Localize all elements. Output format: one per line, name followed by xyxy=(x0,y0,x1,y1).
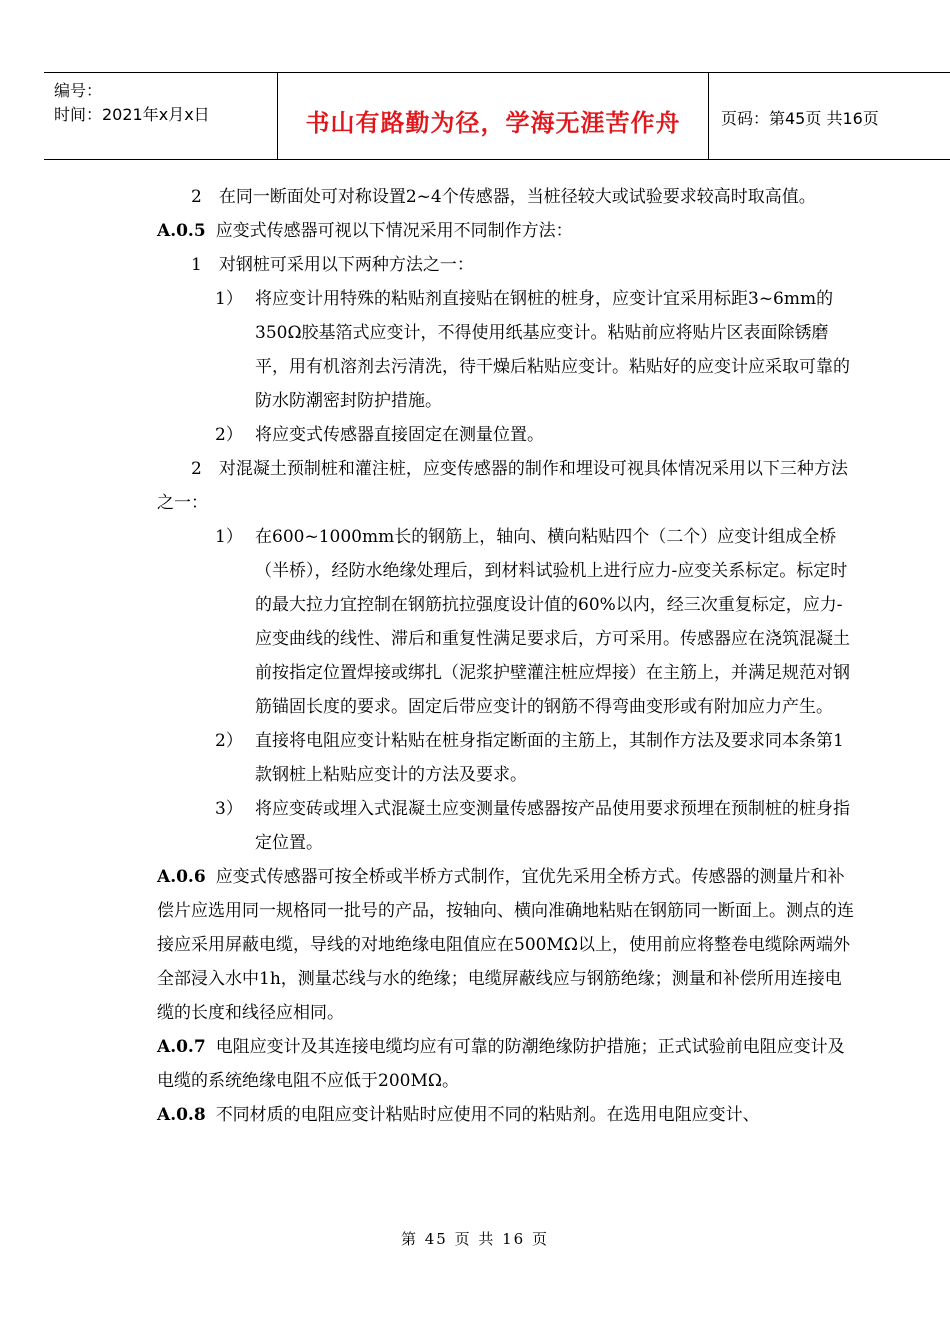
list-number: 1） xyxy=(215,527,243,547)
clause-a06 xyxy=(157,860,857,1030)
header-table xyxy=(44,72,950,160)
list-item xyxy=(157,792,857,860)
document-body xyxy=(157,180,857,1132)
list-item xyxy=(157,520,857,724)
list-text: 将应变砖或埋入式混凝土应变测量传感器按产品使用要求预埋在预制桩的桩身指定位置。 xyxy=(255,799,850,853)
clause-number: A.0.7 xyxy=(157,1037,206,1057)
clause-text: 电阻应变计及其连接电缆均应有可靠的防潮绝缘防护措施；正式试验前电阻应变计及电缆的系统绝缘电阻不应低于200MΩ。 xyxy=(157,1037,845,1091)
paragraph-concrete-pile: 2 对混凝土预制桩和灌注桩，应变传感器的制作和埋设可视具体情况采用以下三种方法之一： xyxy=(157,459,848,513)
header-motto-cell xyxy=(278,73,709,159)
clause-a08 xyxy=(157,1098,857,1132)
clause-number: A.0.5 xyxy=(157,221,206,241)
list-text: 将应变计用特殊的粘贴剂直接贴在钢桩的桩身，应变计宜采用标距3~6mm的350Ω胶基箔式应变计，不得使用纸基应变计。粘贴前应将贴片区表面除锈磨平，用有机溶剂去污清洗，待干燥后粘贴应变计。粘贴好的应变计应采取可靠的防水防潮密封防护措施。 xyxy=(255,289,850,411)
list-number: 3） xyxy=(215,799,243,819)
header-page-cell xyxy=(709,73,950,159)
list-item xyxy=(157,724,857,792)
list-text: 直接将电阻应变计粘贴在桩身指定断面的主筋上，其制作方法及要求同本条第1款钢桩上粘贴应变计的方法及要求。 xyxy=(255,731,844,785)
paragraph-steel-pile: 1 对钢桩可采用以下两种方法之一： xyxy=(191,255,474,275)
clause-text: 应变式传感器可视以下情况采用不同制作方法： xyxy=(215,221,573,241)
list-text: 将应变式传感器直接固定在测量位置。 xyxy=(255,425,544,445)
page-footer: 第 45 页 共 16 页 xyxy=(400,1230,549,1248)
list-text: 在600~1000mm长的钢筋上，轴向、横向粘贴四个（二个）应变计组成全桥（半桥），经防水绝缘处理后，到材料试验机上进行应力-应变关系标定。标定时的最大拉力宜控制在钢筋抗拉强度设计值的60%以内，经三次重复标定，应力-应变曲线的线性、滞后和重复性满足要求后，方可采用。传感器应在浇筑混凝土前按指定位置焊接或绑扎（泥浆护壁灌注桩应焊接）在主筋上，并满足规范对钢筋锚固长度的要求。固定后带应变计的钢筋不得弯曲变形或有附加应力产生。 xyxy=(255,527,850,717)
list-number: 1） xyxy=(215,289,243,309)
list-item xyxy=(157,418,857,452)
number-label: 编号： xyxy=(54,81,103,100)
page-code: 页码：第45页 共16页 xyxy=(721,109,879,128)
paragraph-sensor-count: 2 在同一断面处可对称设置2~4个传感器，当桩径较大或试验要求较高时取高值。 xyxy=(191,187,816,207)
time-label: 时间：2021年x月x日 xyxy=(54,105,210,124)
list-number: 2） xyxy=(215,731,243,751)
clause-text: 不同材质的电阻应变计粘贴时应使用不同的粘贴剂。在选用电阻应变计、 xyxy=(215,1105,760,1125)
list-item xyxy=(157,282,857,418)
clause-a05 xyxy=(157,214,857,248)
clause-text: 应变式传感器可按全桥或半桥方式制作，宜优先采用全桥方式。传感器的测量片和补偿片应选用同一规格同一批号的产品，按轴向、横向准确地粘贴在钢筋同一断面上。测点的连接应采用屏蔽电缆，导线的对地绝缘电阻值应在500MΩ以上，使用前应将整卷电缆除两端外全部浸入水中1h，测量芯线与水的绝缘；电缆屏蔽线应与钢筋绝缘；测量和补偿所用连接电缆的长度和线径应相同。 xyxy=(157,867,854,1023)
motto: 书山有路勤为径，学海无涯苦作舟 xyxy=(305,109,681,137)
clause-number: A.0.8 xyxy=(157,1105,206,1125)
clause-a07 xyxy=(157,1030,857,1098)
clause-number: A.0.6 xyxy=(157,867,206,887)
list-number: 2） xyxy=(215,425,243,445)
header-info-cell xyxy=(44,73,278,159)
